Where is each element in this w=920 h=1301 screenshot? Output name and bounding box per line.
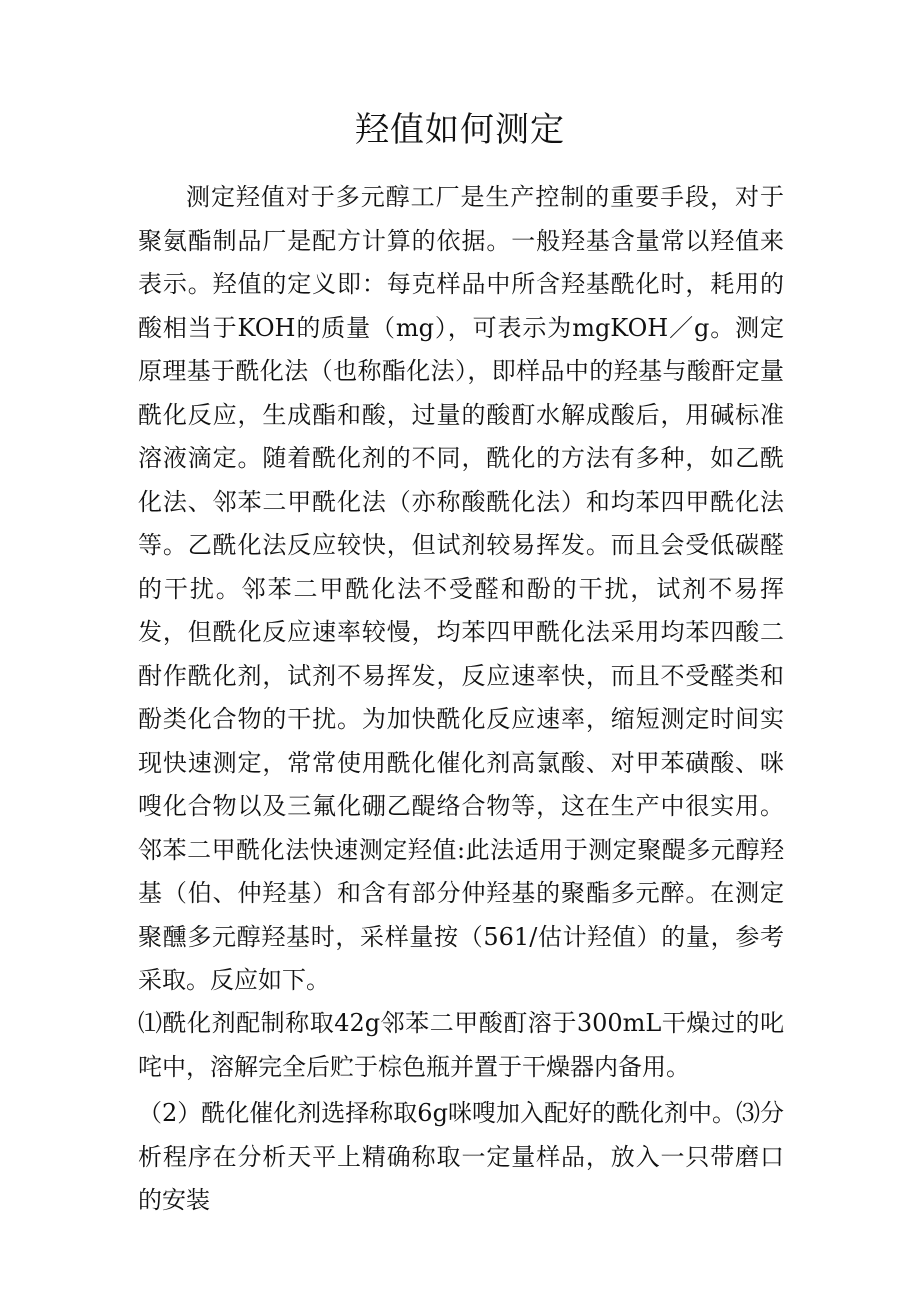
step-2-paragraph: （2）酰化催化剂选择称取6g咪嗖加入配好的酰化剂中。⑶分析程序在分析天平上精确称取一定量样品，放入一只带磨口的安装 — [138, 1099, 784, 1214]
intro-paragraph: 测定羟值对于多元醇工厂是生产控制的重要手段，对于聚氨酯制品厂是配方计算的依据。一般羟基含量常以羟值来表示。羟值的定义即：每克样品中所含羟基酰化时，耗用的酸相当于KOH的质量（mg），可表示为mgKOH／g。测定原理基于酰化法（也称酯化法），即样品中的羟基与酸酐定量酰化反应，生成酯和酸，过量的酸酊水解成酸后，用碱标准溶液滴定。随着酰化剂的不同，酰化的方法有多种，如乙酰化法、邻苯二甲酰化法（亦称酸酰化法）和均苯四甲酰化法等。乙酰化法反应较快，但试剂较易挥发。而且会受低碳醛的干扰。邻苯二甲酰化法不受醛和酚的干扰，试剂不易挥发，但酰化反应速率较慢，均苯四甲酰化法采用均苯四酸二酎作酰化剂，试剂不易挥发，反应速率快，而且不受醛类和酚类化合物的干扰。为加快酰化反应速率，缩短测定时间实现快速测定，常常使用酰化催化剂高氯酸、对甲苯磺酸、咪嗖化合物以及三氟化硼乙醍络合物等，这在生产中很实用。邻苯二甲酰化法快速测定羟值:此法适用于测定聚醍多元醇羟基（伯、仲羟基）和含有部分仲羟基的聚酯多元醉。在测定聚醺多元醇羟基时，采样量按（561/估计羟值）的量，参考采取。反应如下。 — [138, 183, 784, 994]
page-title: 羟值如何测定 — [355, 110, 565, 150]
step-1-paragraph: ⑴酰化剂配制称取42g邻苯二甲酸酊溶于300mL干燥过的叱咤中，溶解完全后贮于棕色瓶并置于干燥器内备用。 — [138, 1009, 784, 1081]
